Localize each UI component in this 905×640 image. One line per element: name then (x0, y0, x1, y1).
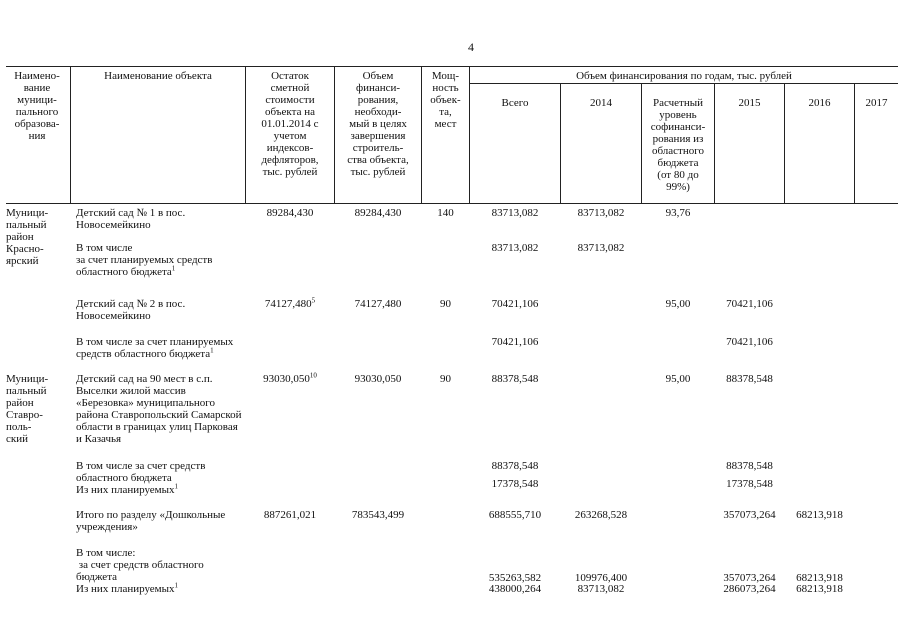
r3-remaining-footnote: 5 (311, 296, 316, 305)
r3-capacity: 90 (440, 298, 451, 310)
r7-2014: 263268,528 (574, 509, 628, 521)
municipality-krasnoyarsky: Муници- пальный район Красно- ярский (6, 207, 49, 267)
r1-volume: 89284,430 (354, 207, 402, 219)
header-remaining-cost: Остаток сметной стоимости объекта на 01.01.2014 с учетом индексов- дефляторов, тыс. рублей (261, 70, 319, 178)
r4-label-text: В том числе за счет планируемых средств областного бюджета (76, 336, 234, 360)
r8-2016-a: 68213,918 (796, 572, 843, 584)
header-2017: 2017 (865, 97, 888, 109)
m2-line-3: район (6, 397, 34, 409)
m2-line-6: ский (6, 433, 28, 445)
m2-line-4: Ставро- (6, 409, 43, 421)
r8-total-a: 535263,582 (488, 572, 542, 584)
r8-label-text: В том числе: за счет средств областного бюджета Из них планируемых (76, 547, 204, 595)
r5-level: 95,00 (665, 373, 691, 385)
header-bottom-rule (6, 203, 898, 204)
table-top-rule (6, 66, 898, 67)
r2-2014: 83713,082 (577, 242, 625, 254)
r4-total: 70421,106 (491, 336, 539, 348)
r7-section-total-label: Итого по разделу «Дошкольные учреждения» (76, 509, 226, 533)
r7-2015: 357073,264 (723, 509, 776, 521)
r8-total-b: 438000,264 (488, 583, 542, 595)
m2-line-2: пальный (6, 385, 47, 397)
municipality-stavropolsky (6, 373, 48, 445)
r6-footnote: 1 (174, 482, 179, 491)
m2-line-5: поль- (6, 421, 32, 433)
r8-2014-b: 83713,082 (577, 583, 625, 595)
r1-total: 83713,082 (491, 207, 539, 219)
r3-remaining-value: 74127,480 (264, 298, 312, 310)
r8-2015-a: 357073,264 (723, 572, 776, 584)
header-2014: 2014 (590, 97, 612, 109)
r1-2014: 83713,082 (577, 207, 625, 219)
header-cofinancing-level: Расчетный уровень софинанси- рования из областного бюджета (от 80 до 99%) (650, 97, 706, 193)
r5-remaining-value: 93030,050 (263, 373, 310, 385)
r2-label-text: В том числе за счет планируемых средств областного бюджета (76, 242, 213, 278)
r3-2015: 70421,106 (726, 298, 773, 310)
header-required-volume: Объем финанси- рования, необходи- мый в целях завершения строитель- ства объекта, тыс. рублей (347, 70, 409, 178)
r6-total-b: 17378,548 (491, 478, 539, 490)
r3-total: 70421,106 (491, 298, 539, 310)
r1-capacity: 140 (437, 207, 454, 219)
col-divider-1 (70, 66, 71, 204)
r6-label (76, 460, 205, 496)
r5-2015: 88378,548 (726, 373, 773, 385)
r5-total: 88378,548 (491, 373, 539, 385)
header-total: Всего (501, 97, 529, 109)
r2-label (76, 242, 212, 278)
r6-2015-a: 88378,548 (726, 460, 773, 472)
m2-line-1: Муници- (6, 373, 49, 385)
col-divider-5 (469, 66, 470, 204)
r8-2016-b: 68213,918 (796, 583, 843, 595)
page-number: 4 (468, 40, 474, 54)
r8-label (76, 547, 204, 595)
r6-2015-b: 17378,548 (726, 478, 773, 490)
header-2016: 2016 (808, 97, 831, 109)
r8-2014-a: 109976,400 (574, 572, 628, 584)
object-kindergarten-90: Детский сад на 90 мест в с.п. Выселки жилой массив «Березовка» муниципального района Ставропольский Самарской области в границах улиц Парковая и Казачья (76, 373, 242, 445)
r6-total-a: 88378,548 (491, 460, 539, 472)
r7-2016: 68213,918 (796, 509, 843, 521)
r4-footnote: 1 (210, 346, 214, 355)
r4-2015: 70421,106 (726, 336, 773, 348)
r5-remaining-footnote: 10 (309, 371, 317, 380)
r1-level: 93,76 (665, 207, 691, 219)
funding-group-rule (469, 83, 898, 84)
r6-label-text: В том числе за счет средств областного бюджета Из них планируемых (76, 460, 206, 496)
r5-capacity: 90 (440, 373, 451, 385)
r7-volume: 783543,499 (351, 509, 405, 521)
r2-footnote: 1 (171, 264, 176, 273)
r4-label (76, 336, 233, 360)
r7-remaining: 887261,021 (263, 509, 317, 521)
r1-remaining: 89284,430 (266, 207, 314, 219)
header-capacity: Мощ- ность объек- та, мест (430, 70, 461, 130)
r3-level: 95,00 (665, 298, 691, 310)
header-funding-group: Объем финансирования по годам, тыс. рублей (576, 70, 792, 82)
r5-remaining (246, 373, 334, 385)
r8-footnote: 1 (174, 581, 179, 590)
r8-2015-b: 286073,264 (723, 583, 776, 595)
object-kindergarten-2: Детский сад № 2 в пос. Новосемейкино (76, 298, 186, 322)
header-object: Наименование объекта (104, 70, 212, 82)
r5-volume: 93030,050 (354, 373, 402, 385)
r2-total: 83713,082 (491, 242, 539, 254)
r3-remaining (246, 298, 334, 310)
r3-volume: 74127,480 (354, 298, 402, 310)
header-2015: 2015 (738, 97, 761, 109)
object-kindergarten-1: Детский сад № 1 в пос. Новосемейкино (76, 207, 186, 231)
r7-total: 688555,710 (488, 509, 542, 521)
header-municipality: Наимено- вание муници- пального образова- ния (14, 70, 60, 142)
